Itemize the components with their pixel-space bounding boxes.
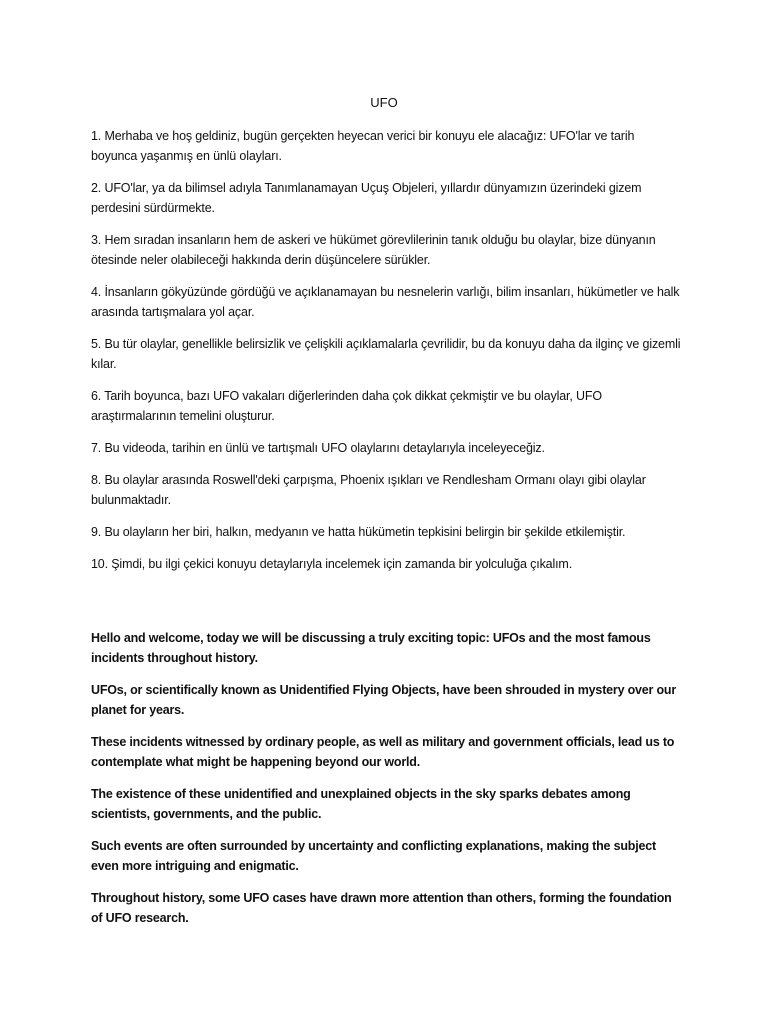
turkish-paragraph: 9. Bu olayların her biri, halkın, medyanın ve hatta hükümetin tepkisini belirgin bir şekilde etkilemiştir.	[91, 525, 626, 539]
english-paragraph: These incidents witnessed by ordinary people, as well as military and government officials, lead us to contemplate what might be happening beyond our world.	[91, 735, 675, 769]
turkish-paragraph: 10. Şimdi, bu ilgi çekici konuyu detaylarıyla incelemek için zamanda bir yolculuğa çıkalım.	[91, 557, 573, 571]
english-paragraph-list	[91, 628, 681, 940]
turkish-paragraph: 3. Hem sıradan insanların hem de askeri ve hükümet görevlilerinin tanık olduğu bu olaylar, bize dünyanın ötesinde neler olabileceği hakkında derin düşüncelere sürükler.	[91, 233, 656, 267]
turkish-paragraph: 8. Bu olaylar arasında Roswell'deki çarpışma, Phoenix ışıkları ve Rendlesham Ormanı olayı gibi olaylar bulunmaktadır.	[91, 473, 646, 507]
turkish-paragraph-list	[91, 126, 681, 586]
turkish-paragraph: 7. Bu videoda, tarihin en ünlü ve tartışmalı UFO olaylarını detaylarıyla inceleyeceğiz.	[91, 441, 545, 455]
turkish-paragraph: 1. Merhaba ve hoş geldiniz, bugün gerçekten heyecan verici bir konuyu ele alacağız: UFO'lar ve tarih boyunca yaşanmış en ünlü olayları.	[91, 129, 635, 163]
turkish-paragraph: 5. Bu tür olaylar, genellikle belirsizlik ve çelişkili açıklamalarla çevrilidir, bu da konuyu daha da ilginç ve gizemli kılar.	[91, 337, 681, 371]
english-paragraph: Hello and welcome, today we will be discussing a truly exciting topic: UFOs and the most famous incidents throughout history.	[91, 631, 651, 665]
turkish-paragraph: 4. İnsanların gökyüzünde gördüğü ve açıklanamayan bu nesnelerin varlığı, bilim insanları, hükümetler ve halk arasında tartışmalara yol açar.	[91, 285, 680, 319]
english-paragraph: Such events are often surrounded by uncertainty and conflicting explanations, making the subject even more intriguing and enigmatic.	[91, 839, 656, 873]
turkish-paragraph: 2. UFO'lar, ya da bilimsel adıyla Tanımlanamayan Uçuş Objeleri, yıllardır dünyamızın üzerindeki gizem perdesini sürdürmekte.	[91, 181, 642, 215]
english-paragraph: UFOs, or scientifically known as Unidentified Flying Objects, have been shrouded in mystery over our planet for years.	[91, 683, 677, 717]
turkish-paragraph: 6. Tarih boyunca, bazı UFO vakaları diğerlerinden daha çok dikkat çekmiştir ve bu olaylar, UFO araştırmalarının temelini oluşturur.	[91, 389, 602, 423]
document-title: UFO	[370, 95, 398, 110]
english-paragraph: Throughout history, some UFO cases have drawn more attention than others, forming the foundation of UFO research.	[91, 891, 672, 925]
english-paragraph: The existence of these unidentified and unexplained objects in the sky sparks debates among scientists, governments, and the public.	[91, 787, 631, 821]
